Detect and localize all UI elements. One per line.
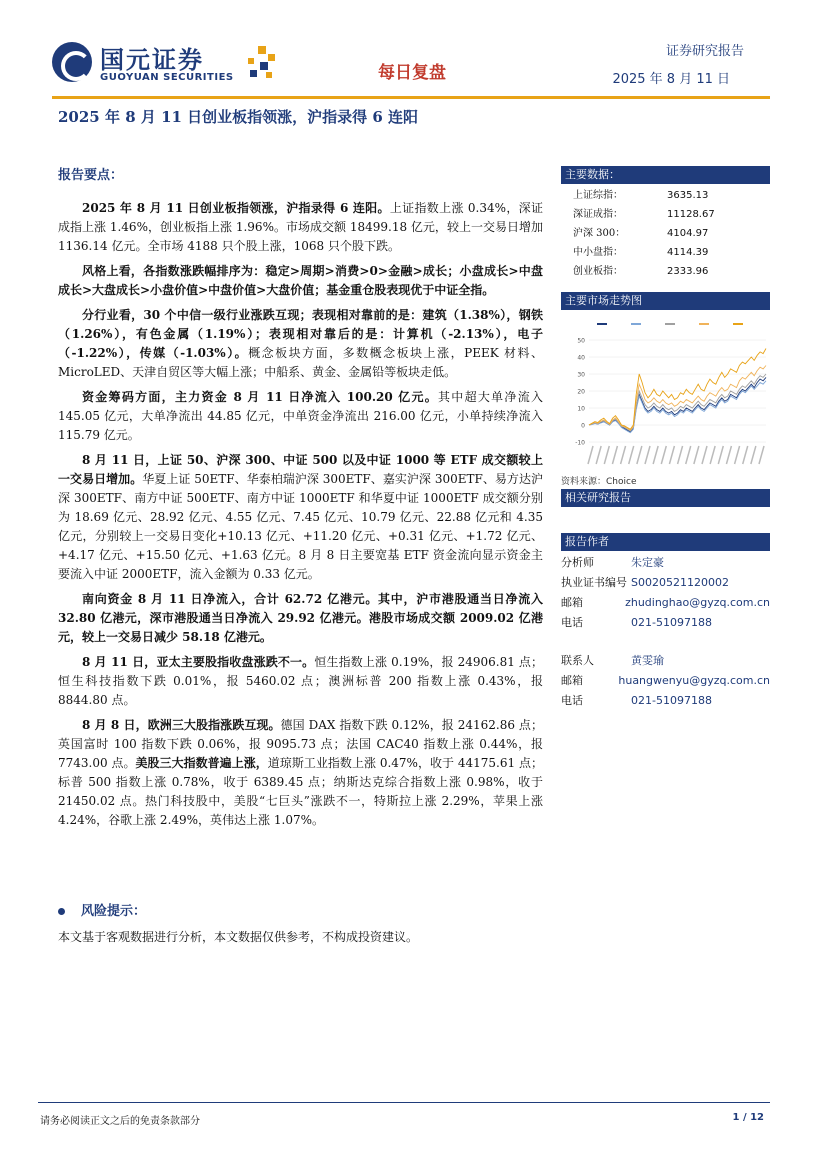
x-tick-mark (710, 446, 715, 464)
x-tick-mark (637, 446, 642, 464)
index-name: 创业板指： (573, 266, 623, 277)
chart-source: 资料来源：Choice (561, 477, 637, 487)
x-tick-mark (621, 446, 626, 464)
y-tick-label: 30 (577, 371, 585, 379)
y-tick-label: 0 (581, 422, 585, 430)
key-data-row (561, 243, 770, 262)
author-field-value: 黄雯瑜 (631, 654, 664, 667)
paragraph-text: 华夏上证 50ETF、华泰柏瑞沪深 300ETF、嘉实沪深 300ETF、易方达沪深 300ETF、南方中证 500ETF、南方中证 1000ETF 和华夏中证 1000ETF 成交额分别为 18.69 亿元、28.92 亿元、4.55 亿元、7.45 亿元、10.79 亿元、22.88 亿元和 4.35 亿元，分别较上一交易日变化+10.13 亿元、+11.20 亿元、+0.31 亿元、+1.72 亿元、+4.17 亿元、+15.50 亿元、+1.63 亿元。8 月 8 日主要宽基 ETF 资金流向显示资金主要流入中证 2000ETF，流入金额为 0.33 亿元。 (58, 472, 543, 581)
author-field-value: S0020521120002 (631, 576, 729, 589)
summary-paragraph (58, 262, 543, 300)
author-field-value: huangwenyu@gyzq.com.cn (618, 674, 770, 687)
report-type-label: 证券研究报告 (665, 44, 744, 59)
paragraph-lead: 风格上看，各指数涨跌幅排序为：稳定>周期>消费>0>金融>成长；小盘成长>中盘成长>大盘成长>小盘价值>中盘价值>大盘价值；基金重仓股表现优于中证全指。 (58, 264, 543, 297)
risk-heading: 风险提示： (81, 904, 147, 919)
x-tick-mark (686, 446, 691, 464)
author-field-label: 执业证书编号 (561, 576, 627, 589)
paragraph-list (58, 199, 543, 830)
index-name: 中小盘指： (573, 247, 623, 258)
authors-panel (561, 533, 770, 711)
bullet-icon (58, 908, 65, 915)
x-tick-mark (751, 446, 756, 464)
y-tick-label: 40 (577, 354, 585, 362)
paragraph-text: 上证指数上涨 0.34%，深证成指上涨 1.46%，创业板指上涨 1.96%。市场成交额 18499.18 亿元，较上一交易日增加 1136.14 亿元。全市场 4188 只个股上涨，1068 只个股下跌。 (58, 201, 544, 253)
index-value: 4114.39 (667, 247, 709, 258)
author-row (561, 651, 770, 671)
x-tick-mark (645, 446, 650, 464)
author-row (561, 553, 770, 573)
paragraph-lead: 南向资金 8 月 11 日净流入，合计 62.72 亿港元。其中，沪市港股通当日净流入 32.80 亿港元，深市港股通当日净流入 29.92 亿港元。港股市场成交额 2009.02 亿港元，较上一交易日减少 58.18 亿港元。 (58, 592, 543, 644)
trend-heading: 主要市场走势图 (561, 292, 770, 310)
header-divider (52, 96, 770, 99)
x-tick-mark (629, 446, 634, 464)
author-field-label: 联系人 (561, 654, 594, 667)
x-tick-mark (669, 446, 674, 464)
trend-chart (561, 310, 770, 470)
company-logo (52, 40, 282, 90)
index-value: 2333.96 (667, 266, 709, 277)
summary-paragraph (58, 451, 543, 584)
x-tick-mark (726, 446, 731, 464)
key-data-row (561, 205, 770, 224)
summary-paragraph (58, 199, 543, 256)
footer-divider (38, 1102, 770, 1103)
analyst-info (561, 551, 770, 633)
y-tick-label: -10 (575, 439, 585, 447)
index-value: 3635.13 (667, 190, 709, 201)
x-tick-mark (743, 446, 748, 464)
author-field-label: 电话 (561, 616, 583, 629)
authors-heading: 报告作者 (561, 533, 770, 551)
author-row (561, 671, 770, 691)
paragraph-lead: 8 月 8 日，欧洲三大股指涨跌互现。 (82, 718, 281, 732)
x-tick-mark (588, 446, 593, 464)
index-value: 4104.97 (667, 228, 709, 239)
author-field-label: 邮箱 (561, 596, 583, 609)
paragraph-text: 恒生指数上涨 0.19%，报 24906.81 点；恒生科技指数下跌 0.01%，报 5460.02 点；澳洲标普 200 指数上涨 0.43%，报 8844.80 点。 (58, 655, 543, 707)
key-data-row (561, 224, 770, 243)
logo-chinese-name: 国元证券 (100, 46, 204, 74)
risk-text: 本文基于客观数据进行分析，本文数据仅供参考，不构成投资建议。 (58, 930, 419, 944)
author-field-value: zhudinghao@gyzq.com.cn (625, 596, 770, 609)
paragraph-text: 道琼斯工业指数上涨 0.47%，收于 44175.61 点；标普 500 指数上涨 0.78%，收于 6389.45 点；纳斯达克综合指数上涨 0.98%，收于 21450.02 点。热门科技股中，美股“七巨头”涨跌不一，特斯拉上涨 2.29%，苹果上涨 4.24%，谷歌上涨 2.49%，英伟达上涨 1.07%。 (58, 756, 543, 827)
author-field-value: 朱定豪 (631, 556, 664, 569)
y-tick-label: 50 (577, 337, 585, 345)
x-tick-mark (702, 446, 707, 464)
contact-info (561, 633, 770, 711)
related-panel (561, 489, 770, 507)
paragraph-lead: 美股三大指数普遍上涨， (135, 756, 268, 770)
logo-sparkle-icon (244, 46, 278, 80)
summary-paragraph (58, 388, 543, 445)
x-tick-mark (759, 446, 764, 464)
author-field-label: 邮箱 (561, 674, 583, 687)
paragraph-text: 其中超大单净流入 145.05 亿元，大单净流出 44.85 亿元，中单资金净流出 216.00 亿元，小单持续净流入 115.79 亿元。 (58, 390, 543, 442)
paragraph-lead: 分行业看，30 个中信一级行业涨跌互现；表现相对靠前的是：建筑（1.38%），钢铁（1.26%），有色金属（1.19%）；表现相对靠后的是：计算机（-2.13%），电子（-1.22%），传媒（-1.03%）。 (58, 308, 543, 360)
key-data-heading: 主要数据： (561, 166, 770, 184)
related-heading: 相关研究报告 (561, 489, 770, 507)
index-name: 深证成指： (573, 209, 623, 220)
paragraph-lead: 8 月 11 日，亚太主要股指收盘涨跌不一。 (82, 655, 315, 669)
author-field-label: 电话 (561, 694, 583, 707)
author-row (561, 691, 770, 711)
logo-english-name: GUOYUAN SECURITIES (100, 72, 234, 83)
risk-heading-block (58, 900, 146, 919)
logo-emblem-icon (52, 42, 92, 82)
paragraph-lead: 8 月 11 日，上证 50、沪深 300、中证 500 以及中证 1000 等 ETF 成交额较上一交易日增加。 (58, 453, 543, 486)
author-field-value: 021-51097188 (631, 616, 712, 629)
x-tick-mark (596, 446, 601, 464)
key-data-row (561, 186, 770, 205)
footer-disclaimer: 请务必阅读正文之后的免责条款部分 (40, 1116, 200, 1127)
report-title: 2025 年 8 月 11 日创业板指领涨，沪指录得 6 连阳 (58, 108, 419, 126)
page-number: 1 / 12 (732, 1112, 764, 1123)
summary-paragraph (58, 653, 543, 710)
series-line (589, 374, 766, 431)
author-row (561, 573, 770, 593)
paragraph-lead: 资金筹码方面，主力资金 8 月 11 日净流入 100.20 亿元。 (82, 390, 439, 404)
author-row (561, 613, 770, 633)
author-field-label: 分析师 (561, 556, 594, 569)
paragraph-text: 德国 DAX 指数下跌 0.12%，报 24162.86 点；英国富时 100 指数下跌 0.06%，报 9095.73 点；法国 CAC40 指数上涨 0.44%，报 7743.00 点。 (58, 718, 543, 770)
index-name: 上证综指： (573, 190, 623, 201)
x-tick-mark (694, 446, 699, 464)
x-tick-mark (604, 446, 609, 464)
summary-heading: 报告要点： (58, 168, 124, 183)
author-row (561, 593, 770, 613)
paragraph-text: 概念板块方面，多数概念板块上涨，PEEK 材料、MicroLED、天津自贸区等大幅上涨；中船系、黄金、金属铅等板块走低。 (58, 346, 543, 379)
index-name: 沪深 300： (573, 228, 626, 239)
x-tick-mark (735, 446, 740, 464)
key-data-row (561, 262, 770, 281)
x-tick-mark (661, 446, 666, 464)
x-tick-mark (612, 446, 617, 464)
key-data-panel (561, 166, 770, 281)
trend-panel (561, 292, 770, 487)
summary-paragraph (58, 590, 543, 647)
author-field-value: 021-51097188 (631, 694, 712, 707)
summary-paragraph (58, 716, 543, 830)
summary-paragraph (58, 306, 543, 382)
report-body (58, 164, 543, 836)
x-tick-mark (718, 446, 723, 464)
x-tick-mark (678, 446, 683, 464)
y-tick-label: 20 (577, 388, 585, 396)
x-tick-mark (653, 446, 658, 464)
paragraph-lead: 2025 年 8 月 11 日创业板指领涨，沪指录得 6 连阳。 (82, 201, 390, 215)
index-value: 11128.67 (667, 209, 715, 220)
daily-review-label: 每日复盘 (378, 63, 446, 83)
y-tick-label: 10 (577, 405, 585, 413)
key-data-rows (561, 184, 770, 281)
report-date: 2025 年 8 月 11 日 (612, 72, 730, 87)
